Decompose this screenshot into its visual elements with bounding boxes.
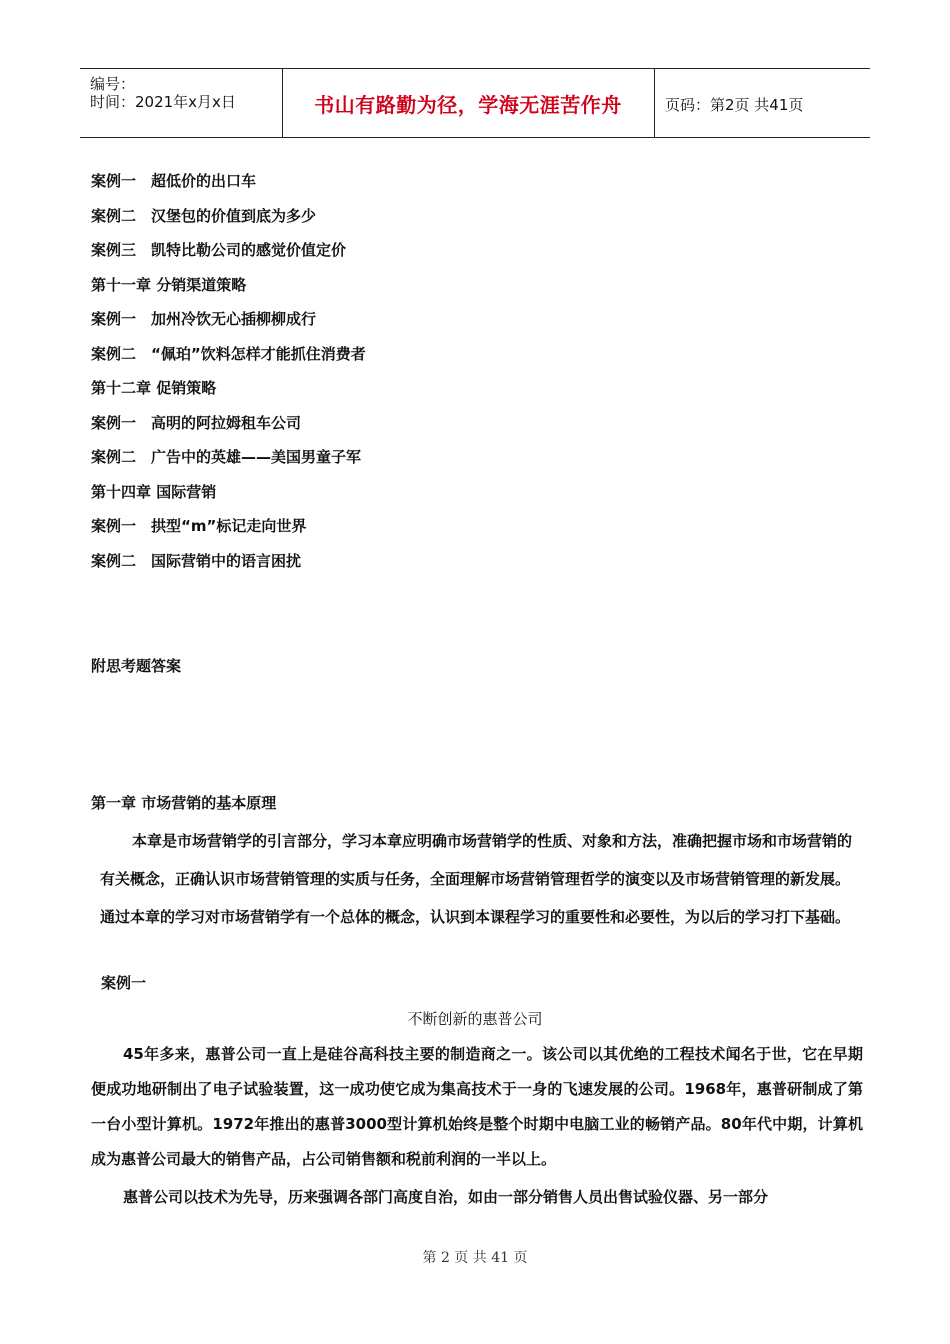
case-title: 不断创新的惠普公司: [407, 1010, 543, 1028]
case-label: 案例一: [101, 974, 147, 992]
toc-chapter: 第十二章 促销策略: [91, 379, 217, 397]
case-paragraph: 45年多来，惠普公司一直上是硅谷高科技主要的制造商之一。该公司以其优绝的工程技术闻名于世，它在早期便成功地研制出了电子试验装置，这一成功使它成为集高技术于一身的飞速发展的公司。1968年，惠普研制成了第一台小型计算机。1972年推出的惠普3000型计算机始终是整个时期中电脑工业的畅销产品。80年代中期，计算机成为惠普公司最大的销售产品，占公司销售额和税前利润的一半以上。: [91, 1045, 863, 1168]
document-code: 编号：: [90, 75, 136, 93]
document-date: 时间：2021年x月x日: [90, 93, 236, 111]
header-page-number: 页码：第2页 共41页: [665, 96, 804, 114]
toc-chapter: 第十四章 国际营销: [91, 483, 217, 501]
toc-item: 案例二 “佩珀”饮料怎样才能抓住消费者: [91, 345, 366, 363]
page-header: [80, 68, 870, 138]
toc-item: 案例一 加州冷饮无心插柳柳成行: [91, 310, 317, 328]
header-right-cell: [655, 69, 870, 137]
toc-item: 案例三 凯特比勒公司的感觉价值定价: [91, 241, 347, 259]
header-middle-cell: [282, 69, 655, 137]
toc-item: 案例二 国际营销中的语言困扰: [91, 552, 302, 570]
toc-item: 案例二 广告中的英雄——美国男童子军: [91, 448, 362, 466]
page-footer: 第 2 页 共 41 页: [422, 1250, 528, 1266]
chapter-title: 第一章 市场营销的基本原理: [91, 794, 277, 812]
header-motto: 书山有路勤为径，学海无涯苦作舟: [314, 93, 622, 117]
appendix-heading: 附思考题答案: [91, 657, 182, 675]
case-paragraph: 惠普公司以技术为先导，历来强调各部门高度自治，如由一部分销售人员出售试验仪器、另一部分: [123, 1188, 769, 1206]
toc-item: 案例一 拱型“m”标记走向世界: [91, 517, 307, 535]
toc-item: 案例一 高明的阿拉姆租车公司: [91, 414, 302, 432]
toc-chapter: 第十一章 分销渠道策略: [91, 276, 247, 294]
header-left-cell: [80, 69, 283, 137]
toc-item: 案例一 超低价的出口车: [91, 172, 257, 190]
toc-item: 案例二 汉堡包的价值到底为多少: [91, 207, 317, 225]
chapter-intro: 本章是市场营销学的引言部分，学习本章应明确市场营销学的性质、对象和方法，准确把握市场和市场营销的有关概念，正确认识市场营销管理的实质与任务，全面理解市场营销管理哲学的演变以及市场营销管理的新发展。通过本章的学习对市场营销学有一个总体的概念，认识到本课程学习的重要性和必要性，为以后的学习打下基础。: [100, 832, 853, 926]
